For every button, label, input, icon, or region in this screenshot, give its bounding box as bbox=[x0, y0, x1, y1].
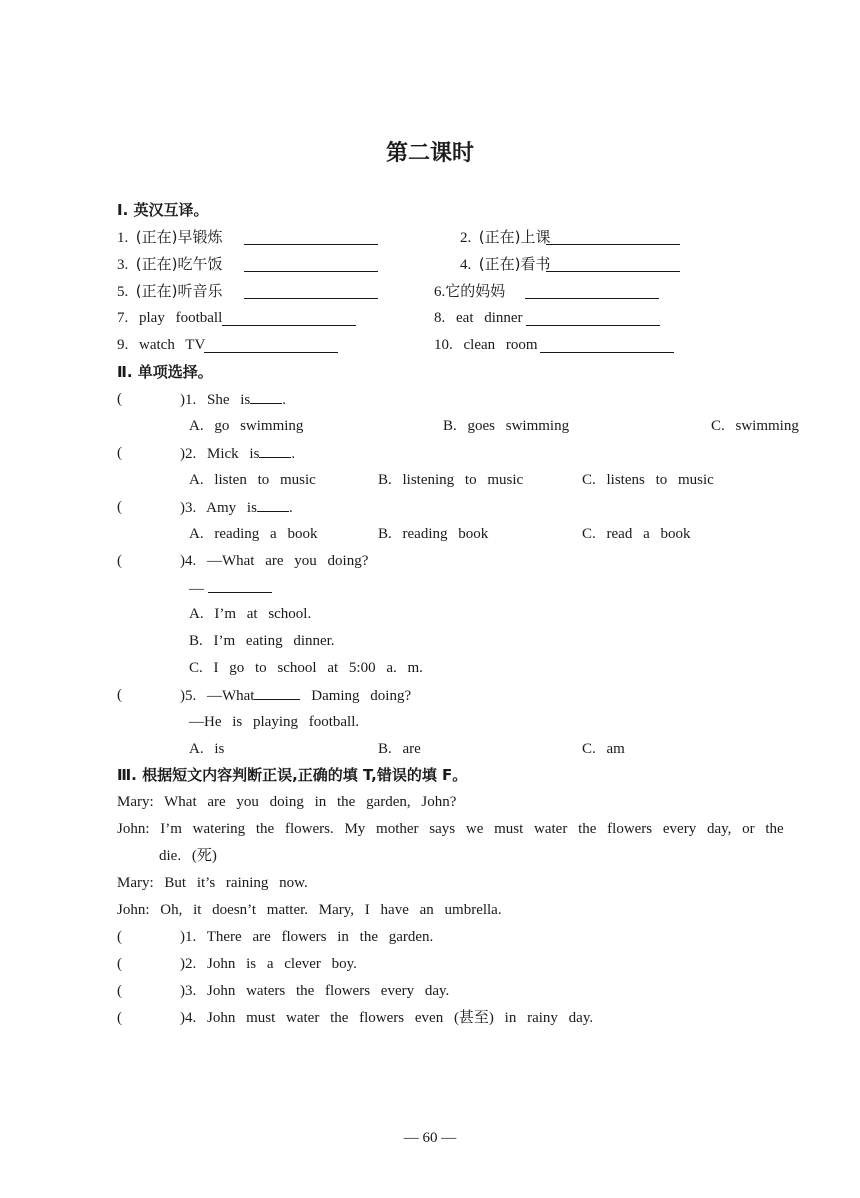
s1-item-10-text: clean room bbox=[463, 337, 538, 353]
q5-option-b[interactable]: B. are bbox=[378, 741, 421, 757]
section-2-heading: Ⅱ. 单项选择。 bbox=[117, 363, 213, 381]
s1-item-7-num: 7. bbox=[117, 310, 129, 326]
q3-stem-end: . bbox=[288, 500, 293, 516]
s1-item-5-blank[interactable] bbox=[244, 298, 378, 299]
q2-option-c[interactable]: C. listens to music bbox=[582, 472, 714, 488]
q3-stem bbox=[180, 497, 293, 518]
tf-1-paren: ( bbox=[117, 929, 122, 945]
q5-option-a[interactable]: A. is bbox=[189, 741, 225, 757]
s1-item-9-text: watch TV bbox=[139, 337, 206, 353]
q4-option-a[interactable]: A. I’m at school. bbox=[189, 606, 312, 622]
s1-item-8-num: 8. bbox=[434, 310, 446, 326]
q5-line2: —He is playing football. bbox=[189, 714, 360, 730]
s1-item-3 bbox=[117, 254, 222, 275]
q2-blank[interactable] bbox=[259, 443, 291, 458]
s1-item-2-text: (正在)上课 bbox=[478, 228, 551, 246]
tf-statement-1: )1. There are flowers in the garden. bbox=[180, 929, 434, 945]
dialogue-line-2-cont: die. (死) bbox=[159, 848, 217, 864]
s1-item-8 bbox=[434, 308, 523, 328]
dialogue-line-4: John: Oh, it doesn’t matter. Mary, I have an umbrella. bbox=[117, 902, 502, 918]
q4-paren: ( bbox=[117, 553, 122, 569]
q2-option-a[interactable]: A. listen to music bbox=[189, 472, 316, 488]
s1-item-3-text: (正在)吃午饭 bbox=[135, 255, 223, 273]
s1-item-3-blank[interactable] bbox=[244, 271, 378, 272]
q5-stem-text: )5. —What bbox=[180, 688, 255, 704]
page-title: 第二课时 bbox=[385, 141, 474, 166]
section-3-heading: Ⅲ. 根据短文内容判断正误,正确的填 T,错误的填 F。 bbox=[117, 766, 468, 784]
s1-item-10-blank[interactable] bbox=[540, 352, 674, 353]
s1-item-1-blank[interactable] bbox=[244, 244, 378, 245]
tf-statement-2: )2. John is a clever boy. bbox=[180, 956, 357, 972]
s1-item-3-num: 3. bbox=[117, 257, 129, 273]
q3-option-a[interactable]: A. reading a book bbox=[189, 526, 318, 542]
q1-option-b[interactable]: B. goes swimming bbox=[443, 418, 570, 434]
q5-option-c[interactable]: C. am bbox=[582, 741, 625, 757]
s1-item-6-blank[interactable] bbox=[525, 298, 659, 299]
q5-blank[interactable] bbox=[254, 685, 300, 700]
s1-item-5 bbox=[117, 281, 222, 302]
q5-stem bbox=[180, 685, 411, 706]
s1-item-5-num: 5. bbox=[117, 284, 129, 300]
q4-answer-dash: — bbox=[189, 581, 204, 597]
q1-paren: ( bbox=[117, 391, 122, 407]
s1-item-2-blank[interactable] bbox=[546, 244, 680, 245]
s1-item-9 bbox=[117, 335, 205, 355]
q3-option-b[interactable]: B. reading book bbox=[378, 526, 489, 542]
s1-item-4-num: 4. bbox=[460, 257, 472, 273]
s1-item-8-blank[interactable] bbox=[526, 325, 660, 326]
page-number: — 60 — bbox=[403, 1130, 457, 1146]
q4-option-c[interactable]: C. I go to school at 5:00 a. m. bbox=[189, 660, 423, 676]
s1-item-1 bbox=[117, 227, 222, 248]
q3-paren: ( bbox=[117, 499, 122, 515]
q4-blank[interactable] bbox=[208, 578, 272, 593]
s1-item-7 bbox=[117, 308, 222, 328]
q1-stem-end: . bbox=[282, 392, 286, 408]
s1-item-4-blank[interactable] bbox=[546, 271, 680, 272]
q1-option-a[interactable]: A. go swimming bbox=[189, 418, 304, 434]
s1-item-2 bbox=[460, 227, 550, 248]
q1-blank[interactable] bbox=[250, 389, 282, 404]
s1-item-6 bbox=[434, 281, 505, 302]
section-1-heading: Ⅰ. 英汉互译。 bbox=[117, 201, 209, 219]
tf-statement-3: )3. John waters the flowers every day. bbox=[180, 983, 450, 999]
q3-option-c[interactable]: C. read a book bbox=[582, 526, 691, 542]
s1-item-7-text: play football bbox=[139, 310, 223, 326]
dialogue-line-2: John: I’m watering the flowers. My mother says we must water the flowers every day, or the bbox=[117, 821, 784, 837]
s1-item-2-num: 2. bbox=[460, 230, 472, 246]
tf-statement-4: )4. John must water the flowers even (甚至) in rainy day. bbox=[180, 1010, 594, 1026]
s1-item-6-num: 6. bbox=[434, 284, 446, 300]
s1-item-6-text: 它的妈妈 bbox=[445, 282, 506, 300]
tf-2-paren: ( bbox=[117, 956, 122, 972]
q1-stem-text: )1. She is bbox=[180, 392, 251, 408]
tf-3-paren: ( bbox=[117, 983, 122, 999]
s1-item-8-text: eat dinner bbox=[456, 310, 523, 326]
q5-stem-end: Daming doing? bbox=[311, 688, 412, 704]
dialogue-line-3: Mary: But it’s raining now. bbox=[117, 875, 308, 891]
s1-item-1-text: (正在)早锻炼 bbox=[135, 228, 223, 246]
tf-4-paren: ( bbox=[117, 1010, 122, 1026]
q2-option-b[interactable]: B. listening to music bbox=[378, 472, 524, 488]
s1-item-1-num: 1. bbox=[117, 230, 129, 246]
s1-item-10-num: 10. bbox=[434, 337, 453, 353]
q2-paren: ( bbox=[117, 445, 122, 461]
s1-item-4 bbox=[460, 254, 550, 275]
q2-stem-end: . bbox=[291, 446, 296, 462]
q1-stem bbox=[180, 389, 286, 410]
s1-item-7-blank[interactable] bbox=[222, 325, 356, 326]
s1-item-4-text: (正在)看书 bbox=[478, 255, 551, 273]
s1-item-9-blank[interactable] bbox=[204, 352, 338, 353]
q4-option-b[interactable]: B. I’m eating dinner. bbox=[189, 633, 335, 649]
s1-item-10 bbox=[434, 335, 538, 355]
q4-stem: )4. —What are you doing? bbox=[180, 553, 369, 569]
s1-item-5-text: (正在)听音乐 bbox=[135, 282, 223, 300]
q5-paren: ( bbox=[117, 687, 122, 703]
dialogue-line-1: Mary: What are you doing in the garden, John? bbox=[117, 794, 457, 810]
q2-stem bbox=[180, 443, 295, 464]
q2-stem-text: )2. Mick is bbox=[180, 446, 260, 462]
q1-option-c[interactable]: C. swimming bbox=[711, 418, 799, 434]
q3-blank[interactable] bbox=[257, 497, 289, 512]
q4-answer bbox=[189, 578, 272, 599]
q3-stem-text: )3. Amy is bbox=[180, 500, 257, 516]
s1-item-9-num: 9. bbox=[117, 337, 129, 353]
